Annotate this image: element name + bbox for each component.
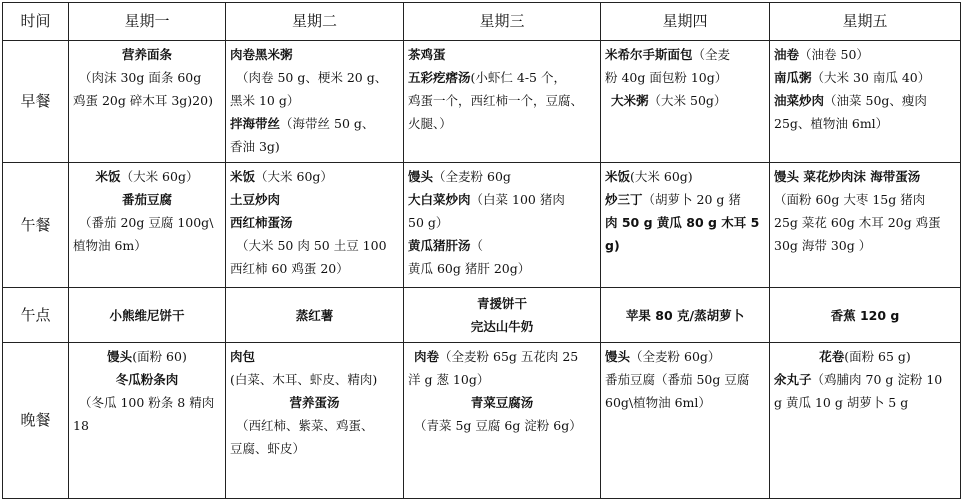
dinner-row bbox=[3, 343, 961, 499]
dish-detail: （肉沫 30g 面条 60g bbox=[79, 70, 202, 85]
dish-detail: （大米 60g） bbox=[255, 169, 333, 184]
dish-name: 营养蛋汤 bbox=[289, 395, 340, 410]
dish-detail: 黑米 10 g） bbox=[230, 93, 300, 108]
dish-name: 馒头 菜花炒肉沫 海带蛋汤 bbox=[774, 169, 921, 184]
dish-name: 馒头 bbox=[107, 349, 133, 364]
dinner-friday bbox=[770, 343, 961, 499]
dish-name: 米饭 bbox=[230, 169, 256, 184]
lunch-wednesday bbox=[404, 163, 601, 288]
dish-detail: 25g、植物油 6ml） bbox=[774, 116, 889, 131]
dish-detail: （西红柿、紫菜、鸡蛋、 bbox=[236, 418, 374, 433]
row-label-breakfast: 早餐 bbox=[3, 41, 69, 163]
dish-name: 西红柿蛋汤 bbox=[230, 215, 293, 230]
breakfast-row bbox=[3, 41, 961, 163]
dish-detail: （冬瓜 100 粉条 8 精肉 bbox=[79, 395, 215, 410]
dish-detail: 洋 g 葱 10g） bbox=[408, 372, 490, 387]
lunch-tuesday bbox=[226, 163, 404, 288]
dish-detail: （油卷 50） bbox=[799, 47, 869, 62]
dinner-tuesday bbox=[226, 343, 404, 499]
row-label-lunch: 午餐 bbox=[3, 163, 69, 288]
dish-detail: （全麦粉 65g 五花肉 25 bbox=[439, 349, 579, 364]
lunch-thursday bbox=[601, 163, 770, 288]
header-tuesday: 星期二 bbox=[226, 3, 404, 41]
header-friday: 星期五 bbox=[770, 3, 961, 41]
dish-name: 南瓜粥 bbox=[774, 70, 812, 85]
dish-detail: （青菜 5g 豆腐 6g 淀粉 6g） bbox=[414, 418, 582, 433]
dish-detail: （全麦粉 60g bbox=[433, 169, 511, 184]
snack-friday: 香蕉 120 g bbox=[770, 288, 961, 343]
row-label-dinner: 晚餐 bbox=[3, 343, 69, 499]
lunch-row bbox=[3, 163, 961, 288]
dish-name: 营养面条 bbox=[121, 47, 172, 62]
dish-detail: (白菜、木耳、虾皮、精肉) bbox=[230, 372, 378, 387]
snack-item: 青援饼干 bbox=[476, 296, 527, 311]
dish-detail: （海带丝 50 g、 bbox=[280, 116, 375, 131]
dish-detail: (面粉 60) bbox=[132, 349, 187, 364]
dish-detail: 鸡蛋 20g 碎木耳 3g)20) bbox=[73, 93, 213, 108]
dish-detail: (大米 60g) bbox=[630, 169, 693, 184]
dish-detail: 鸡蛋一个，西红柿一个，豆腐、 bbox=[408, 93, 584, 108]
dish-detail: 豆腐、虾皮） bbox=[230, 441, 306, 456]
dish-detail: 30g 海带 30g ） bbox=[774, 238, 872, 253]
dish-detail: （全麦粉 60g） bbox=[630, 349, 721, 364]
breakfast-thursday bbox=[601, 41, 770, 163]
dish-name: 米饭 bbox=[605, 169, 631, 184]
dish-detail: 番茄豆腐（番茄 50g 豆腐 bbox=[605, 372, 750, 387]
dish-name: 氽丸子 bbox=[774, 372, 812, 387]
snack-row bbox=[3, 288, 961, 343]
dish-detail: 粉 40g 面包粉 10g） bbox=[605, 70, 728, 85]
breakfast-monday bbox=[69, 41, 226, 163]
dish-name: 冬瓜粉条肉 bbox=[115, 372, 179, 387]
dish-detail: （鸡脯肉 70 g 淀粉 10 bbox=[811, 372, 943, 387]
dish-detail: （白菜 100 猪肉 bbox=[470, 192, 565, 207]
dish-detail: (小虾仁 4-5 个， bbox=[470, 70, 566, 85]
dish-name: 大米粥 bbox=[611, 93, 649, 108]
dish-detail: （番茄 20g 豆腐 100g\ bbox=[79, 215, 214, 230]
dish-name: 米饭 bbox=[95, 169, 121, 184]
snack-item: 完达山牛奶 bbox=[470, 319, 534, 334]
snack-tuesday: 蒸红薯 bbox=[226, 288, 404, 343]
dish-detail: 火腿、） bbox=[408, 116, 452, 131]
dish-name: 油卷 bbox=[774, 47, 800, 62]
breakfast-friday bbox=[770, 41, 961, 163]
breakfast-tuesday bbox=[226, 41, 404, 163]
breakfast-wednesday bbox=[404, 41, 601, 163]
dish-name: 肉卷黑米粥 bbox=[230, 47, 293, 62]
dish-detail: (面粉 65 g) bbox=[844, 349, 911, 364]
dish-detail: 60g\植物油 6ml） bbox=[605, 395, 711, 410]
dish-name: 油菜炒肉 bbox=[774, 93, 825, 108]
dish-detail: （胡萝卜 20 g 猪 bbox=[642, 192, 741, 207]
dish-detail: g) bbox=[605, 238, 620, 253]
dish-detail: （肉卷 50 g、梗米 20 g、 bbox=[236, 70, 388, 85]
dish-name: 拌海带丝 bbox=[230, 116, 281, 131]
snack-thursday: 苹果 80 克/蒸胡萝卜 bbox=[601, 288, 770, 343]
dish-detail: g 黄瓜 10 g 胡萝卜 5 g bbox=[774, 395, 909, 410]
dish-name: 大白菜炒肉 bbox=[408, 192, 471, 207]
weekly-menu-table bbox=[2, 2, 961, 499]
dish-detail: 肉 50 g 黄瓜 80 g 木耳 5 bbox=[605, 215, 760, 230]
dish-name: 五彩疙瘩汤 bbox=[408, 70, 471, 85]
header-thursday: 星期四 bbox=[601, 3, 770, 41]
dish-name: 土豆炒肉 bbox=[230, 192, 281, 207]
dish-detail: 香油 3g) bbox=[230, 139, 280, 154]
dish-detail: （大米 60g） bbox=[120, 169, 199, 184]
lunch-monday bbox=[69, 163, 226, 288]
snack-monday: 小熊维尼饼干 bbox=[69, 288, 226, 343]
dish-detail: 50 g） bbox=[408, 215, 449, 230]
dish-detail: （全麦 bbox=[692, 47, 731, 62]
dish-detail: （大米 50 肉 50 土豆 100 bbox=[236, 238, 387, 253]
header-monday: 星期一 bbox=[69, 3, 226, 41]
dinner-thursday bbox=[601, 343, 770, 499]
dish-name: 青菜豆腐汤 bbox=[470, 395, 534, 410]
dish-detail: 25g 菜花 60g 木耳 20g 鸡蛋 bbox=[774, 215, 941, 230]
dish-detail: 植物油 6m） bbox=[73, 238, 147, 253]
dish-detail: （油菜 50g、瘦肉 bbox=[824, 93, 927, 108]
header-wednesday: 星期三 bbox=[404, 3, 601, 41]
dish-name: 黄瓜猪肝汤 bbox=[408, 238, 471, 253]
snack-wednesday bbox=[404, 288, 601, 343]
header-time: 时间 bbox=[3, 3, 69, 41]
dish-detail: （面粉 60g 大枣 15g 猪肉 bbox=[774, 192, 926, 207]
dish-name: 茶鸡蛋 bbox=[408, 47, 446, 62]
dish-name: 米希尔手斯面包 bbox=[605, 47, 693, 62]
dinner-monday bbox=[69, 343, 226, 499]
dish-detail: （大米 30 南瓜 40） bbox=[811, 70, 931, 85]
dish-name: 花卷 bbox=[819, 349, 845, 364]
dish-name: 肉卷 bbox=[414, 349, 440, 364]
header-row bbox=[3, 3, 961, 41]
dish-detail: 黄瓜 60g 猪肝 20g） bbox=[408, 261, 531, 276]
dish-name: 馒头 bbox=[605, 349, 631, 364]
dish-name: 肉包 bbox=[230, 349, 256, 364]
dish-detail: 西红柿 60 鸡蛋 20） bbox=[230, 261, 349, 276]
dish-name: 炒三丁 bbox=[605, 192, 643, 207]
dish-detail: （ bbox=[470, 238, 484, 253]
dish-name: 番茄豆腐 bbox=[121, 192, 172, 207]
dish-detail: 18 bbox=[73, 418, 89, 433]
lunch-friday bbox=[770, 163, 961, 288]
dinner-wednesday bbox=[404, 343, 601, 499]
dish-name: 馒头 bbox=[408, 169, 434, 184]
row-label-snack: 午点 bbox=[3, 288, 69, 343]
dish-detail: （大米 50g） bbox=[648, 93, 727, 108]
